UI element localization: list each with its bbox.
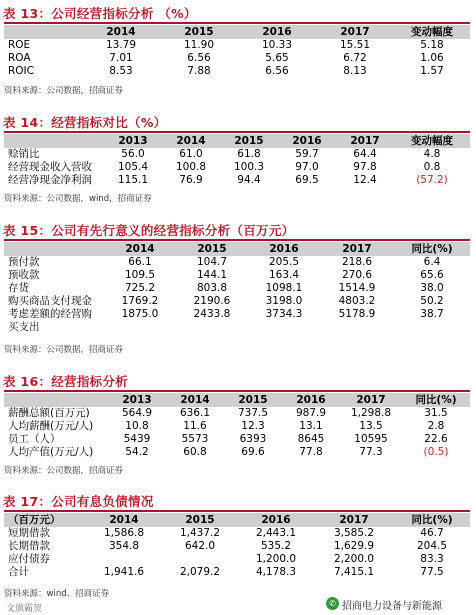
row-label: 预收款 bbox=[8, 269, 40, 281]
table-13-title: 表 13：公司经营指标分析 （%） bbox=[3, 6, 197, 21]
table-row bbox=[4, 308, 470, 321]
header-cell: 2015 bbox=[220, 134, 278, 148]
table-15 bbox=[4, 242, 470, 334]
cell: 83.3 bbox=[420, 553, 444, 565]
table-15-title: 表 15：公司有先行意义的经营指标分析（百万元） bbox=[3, 223, 295, 238]
table-row bbox=[4, 161, 470, 174]
cell: 105.4 bbox=[117, 161, 149, 173]
cell: 94.4 bbox=[237, 174, 261, 186]
table-row bbox=[4, 446, 470, 459]
table-row bbox=[4, 52, 470, 65]
cell: 5439 bbox=[123, 433, 151, 445]
row-label: 合计 bbox=[8, 566, 29, 578]
header-cell: 2017 bbox=[340, 393, 402, 407]
cell: 65.6 bbox=[420, 269, 444, 281]
table-row bbox=[4, 295, 470, 308]
cell: 13.5 bbox=[359, 420, 383, 432]
header-cell: 2017 bbox=[336, 134, 394, 148]
header-cell: 2013 bbox=[104, 134, 162, 148]
cell: 1,437.2 bbox=[179, 527, 221, 539]
table-15-header bbox=[4, 242, 470, 256]
cell: 1514.9 bbox=[338, 282, 376, 294]
cell: 6.4 bbox=[423, 256, 441, 268]
table-row bbox=[4, 269, 470, 282]
cell bbox=[86, 553, 162, 566]
cell: 77.8 bbox=[299, 446, 323, 458]
table-13-source: 资料来源：公司数据，招商证券 bbox=[4, 86, 124, 96]
cell: 13.79 bbox=[105, 39, 137, 51]
cell: 66.1 bbox=[128, 256, 152, 268]
header-cell: 2015 bbox=[176, 242, 248, 256]
cell: 5178.9 bbox=[338, 308, 376, 320]
cell: 38.0 bbox=[420, 282, 444, 294]
wechat-icon: ✆ bbox=[326, 597, 339, 610]
cell: 1769.2 bbox=[121, 295, 159, 307]
cell: 11.90 bbox=[183, 39, 215, 51]
header-cell: 2017 bbox=[316, 25, 394, 39]
cell: 144.1 bbox=[196, 269, 228, 281]
cell: 4.8 bbox=[423, 148, 441, 160]
table-17-title: 表 17：公司有息负债情况 bbox=[3, 494, 154, 509]
table-row bbox=[4, 282, 470, 295]
table-14-rule bbox=[4, 131, 470, 133]
cell: 22.6 bbox=[424, 433, 448, 445]
cell: 11.6 bbox=[183, 420, 207, 432]
cell: 109.5 bbox=[124, 269, 156, 281]
table-row bbox=[4, 420, 470, 433]
row-label: 短期借款 bbox=[8, 527, 50, 539]
header-cell: 2017 bbox=[320, 242, 394, 256]
cell: 4803.2 bbox=[338, 295, 376, 307]
row-label: 应付债券 bbox=[8, 553, 50, 565]
cell: 10.8 bbox=[125, 420, 149, 432]
table-16-source: 资料来源：公司数据，招商证券 bbox=[4, 466, 124, 476]
cell: 1,298.8 bbox=[350, 407, 392, 419]
cell: 31.5 bbox=[424, 407, 448, 419]
header-cell: 2014 bbox=[86, 513, 162, 527]
table-row bbox=[4, 407, 470, 420]
row-label: 存货 bbox=[8, 282, 29, 294]
cell: 218.6 bbox=[341, 256, 373, 268]
table-row bbox=[4, 148, 470, 161]
header-cell: 2016 bbox=[238, 25, 316, 39]
table-row bbox=[4, 174, 470, 187]
cell: 1.57 bbox=[420, 65, 444, 77]
cell bbox=[394, 321, 470, 334]
header-cell: 2016 bbox=[238, 513, 314, 527]
cell: 2,079.2 bbox=[179, 566, 221, 578]
cell: 60.8 bbox=[183, 446, 207, 458]
cell: 737.5 bbox=[237, 407, 269, 419]
header-cell: 2014 bbox=[104, 242, 176, 256]
cell: 12.4 bbox=[353, 174, 377, 186]
cell: 8.13 bbox=[343, 65, 367, 77]
cell: 1.06 bbox=[420, 52, 444, 64]
cell: 6.56 bbox=[187, 52, 211, 64]
header-cell: 2015 bbox=[162, 513, 238, 527]
cell: 69.6 bbox=[241, 446, 265, 458]
cell bbox=[320, 321, 394, 334]
cell: 642.0 bbox=[184, 540, 216, 552]
cell: 803.8 bbox=[196, 282, 228, 294]
table-row bbox=[4, 65, 470, 78]
row-label: 赊销比 bbox=[8, 148, 40, 160]
table-17-header bbox=[4, 513, 470, 527]
cell: 6393 bbox=[239, 433, 267, 445]
cell bbox=[248, 321, 320, 334]
table-16-title: 表 16：经营指标分析 bbox=[3, 374, 129, 389]
cell: 104.7 bbox=[196, 256, 228, 268]
cell: 8.53 bbox=[109, 65, 133, 77]
cell: 100.3 bbox=[233, 161, 265, 173]
cell: 564.9 bbox=[121, 407, 153, 419]
cell: 163.4 bbox=[268, 269, 300, 281]
cell: 354.8 bbox=[108, 540, 140, 552]
row-label: 经营净现金净利润 bbox=[8, 174, 92, 186]
table-14-source: 资料来源：公司数据，wind，招商证券 bbox=[4, 194, 152, 204]
cell: 987.9 bbox=[295, 407, 327, 419]
cell: 1,629.9 bbox=[333, 540, 375, 552]
row-label: 考虑差额的经营购 bbox=[8, 308, 92, 320]
row-label: 人均薪酬(万元/人) bbox=[8, 420, 94, 432]
negative-cell: (57.2) bbox=[416, 174, 448, 186]
cell: 64.4 bbox=[353, 148, 377, 160]
header-cell: 变动幅度 bbox=[394, 134, 470, 148]
cell: 61.8 bbox=[237, 148, 261, 160]
cell: 270.6 bbox=[341, 269, 373, 281]
watermark-left: 文旗霸贺 bbox=[6, 604, 43, 614]
row-label: ROA bbox=[8, 52, 31, 64]
cell: 5.18 bbox=[420, 39, 444, 51]
cell: 204.5 bbox=[416, 540, 448, 552]
cell: 97.8 bbox=[353, 161, 377, 173]
table-16-rule bbox=[4, 390, 470, 392]
cell: 1,586.8 bbox=[103, 527, 145, 539]
header-cell bbox=[4, 134, 104, 148]
header-cell: 变动幅度 bbox=[394, 25, 470, 39]
cell bbox=[176, 321, 248, 334]
cell: 10.33 bbox=[261, 39, 293, 51]
negative-cell: (0.5) bbox=[423, 446, 449, 458]
cell: 10595 bbox=[354, 433, 388, 445]
cell: 100.8 bbox=[175, 161, 207, 173]
table-13 bbox=[4, 25, 470, 78]
cell: 2,443.1 bbox=[255, 527, 297, 539]
cell: 77.5 bbox=[420, 566, 444, 578]
cell: 7,415.1 bbox=[333, 566, 375, 578]
table-row bbox=[4, 527, 470, 540]
cell: 636.1 bbox=[179, 407, 211, 419]
cell: 38.7 bbox=[420, 308, 444, 320]
header-cell: 同比(%) bbox=[394, 242, 470, 256]
cell: 2190.6 bbox=[193, 295, 231, 307]
table-14-header bbox=[4, 134, 470, 148]
cell: 6.72 bbox=[343, 52, 367, 64]
table-row bbox=[4, 321, 470, 334]
row-label: 员工（人） bbox=[8, 433, 61, 445]
header-cell bbox=[4, 393, 108, 407]
cell: 54.2 bbox=[125, 446, 149, 458]
header-cell: 2016 bbox=[282, 393, 340, 407]
header-cell: 同比(%) bbox=[394, 513, 470, 527]
header-cell: 2015 bbox=[160, 25, 238, 39]
header-cell: 2016 bbox=[278, 134, 336, 148]
row-label: 买支出 bbox=[8, 321, 40, 333]
cell: 12.3 bbox=[241, 420, 265, 432]
table-14-title: 表 14：经营指标对比（%） bbox=[3, 115, 167, 130]
cell: 15.51 bbox=[339, 39, 371, 51]
table-row bbox=[4, 553, 470, 566]
table-14 bbox=[4, 134, 470, 187]
cell: 59.7 bbox=[295, 148, 319, 160]
cell: 2433.8 bbox=[193, 308, 231, 320]
cell: 1875.0 bbox=[121, 308, 159, 320]
header-cell: 同比(%) bbox=[402, 393, 470, 407]
cell: 6.56 bbox=[265, 65, 289, 77]
table-17-source: 资料来源：wind、招商证券 bbox=[4, 589, 110, 599]
cell: 535.2 bbox=[260, 540, 292, 552]
cell: 2,200.0 bbox=[333, 553, 375, 565]
header-cell bbox=[4, 25, 82, 39]
row-label: 薪酬总额(百万元) bbox=[8, 407, 90, 419]
header-cell: 2013 bbox=[108, 393, 166, 407]
cell: 5573 bbox=[181, 433, 209, 445]
header-cell: 2014 bbox=[162, 134, 220, 148]
cell: 50.2 bbox=[420, 295, 444, 307]
table-13-header bbox=[4, 25, 470, 39]
row-label: 经营现金收入营收 bbox=[8, 161, 92, 173]
cell: 8645 bbox=[297, 433, 325, 445]
cell bbox=[104, 321, 176, 334]
cell: 115.1 bbox=[117, 174, 149, 186]
cell: 46.7 bbox=[420, 527, 444, 539]
cell: 3734.3 bbox=[265, 308, 303, 320]
row-label: ROE bbox=[8, 39, 31, 51]
cell: 3198.0 bbox=[265, 295, 303, 307]
cell: 0.8 bbox=[423, 161, 441, 173]
table-15-source: 资料来源：公司数据，招商证券 bbox=[4, 345, 124, 355]
cell: 61.0 bbox=[179, 148, 203, 160]
cell: 7.01 bbox=[109, 52, 133, 64]
header-cell: 2014 bbox=[166, 393, 224, 407]
header-cell bbox=[4, 242, 104, 256]
row-label: 购买商品支付现金 bbox=[8, 295, 92, 307]
cell: 77.3 bbox=[359, 446, 383, 458]
cell: 7.88 bbox=[187, 65, 211, 77]
cell: 205.5 bbox=[268, 256, 300, 268]
table-17-rule bbox=[4, 510, 470, 512]
cell: 13.1 bbox=[299, 420, 323, 432]
header-cell: 2015 bbox=[224, 393, 282, 407]
cell: 1,941.6 bbox=[103, 566, 145, 578]
table-16-header bbox=[4, 393, 470, 407]
row-label: 人均产值(万元/人) bbox=[8, 446, 94, 458]
cell bbox=[162, 553, 238, 566]
row-label: 长期借款 bbox=[8, 540, 50, 552]
table-row bbox=[4, 433, 470, 446]
cell: 2.8 bbox=[427, 420, 445, 432]
cell: 5.65 bbox=[265, 52, 289, 64]
row-label: 预付款 bbox=[8, 256, 40, 268]
header-cell: （百万元） bbox=[4, 513, 86, 527]
header-cell: 2017 bbox=[314, 513, 394, 527]
watermark-right: 招商电力设备与新能源 bbox=[342, 601, 442, 612]
table-13-rule bbox=[4, 22, 470, 24]
header-cell: 2014 bbox=[82, 25, 160, 39]
header-cell: 2016 bbox=[248, 242, 320, 256]
cell: 97.0 bbox=[295, 161, 319, 173]
cell: 725.2 bbox=[124, 282, 156, 294]
table-row bbox=[4, 540, 470, 553]
cell: 56.0 bbox=[121, 148, 145, 160]
table-16 bbox=[4, 393, 470, 459]
cell: 3,585.2 bbox=[333, 527, 375, 539]
row-label: ROIC bbox=[8, 65, 34, 77]
cell: 1098.1 bbox=[265, 282, 303, 294]
table-15-rule bbox=[4, 239, 470, 241]
table-row bbox=[4, 256, 470, 269]
cell: 1,200.0 bbox=[255, 553, 297, 565]
cell: 69.5 bbox=[295, 174, 319, 186]
table-row bbox=[4, 566, 470, 579]
table-17 bbox=[4, 513, 470, 579]
table-row bbox=[4, 39, 470, 52]
cell: 76.9 bbox=[179, 174, 203, 186]
cell: 4,178.3 bbox=[255, 566, 297, 578]
